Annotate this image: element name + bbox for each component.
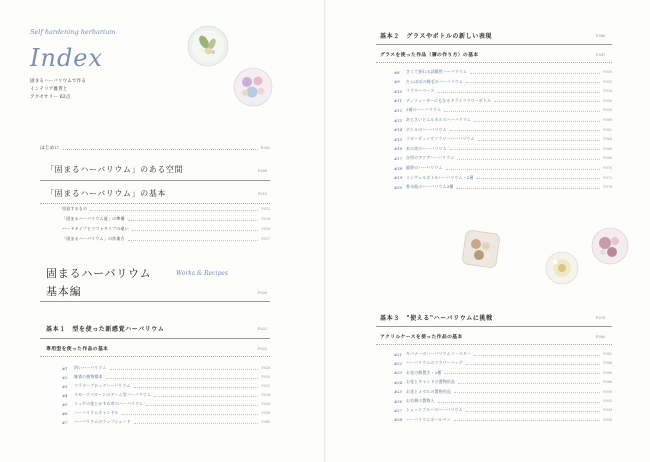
item-number: #22 [394, 360, 403, 366]
kihon2-item[interactable] [394, 154, 612, 162]
toc-basics-item[interactable] [62, 235, 270, 243]
toc-basics-item-label: ハードタイプとソフトタイプの違い [62, 226, 129, 231]
item-label: フラワーブロックハーバリウム [74, 383, 131, 388]
leader-dots [457, 157, 600, 160]
rule [40, 180, 270, 181]
item-page: P.092 [603, 399, 612, 403]
toc-basics-item-page: P.014 [261, 217, 270, 221]
kihon3-item[interactable] [394, 406, 612, 414]
kihon1-item[interactable] [62, 373, 270, 381]
item-number: #24 [394, 379, 403, 385]
item-page: P.028 [261, 366, 270, 370]
toc-basics-item[interactable] [62, 215, 270, 223]
item-label: ハーバリウムのランプシェード [74, 419, 131, 424]
item-number: #5 [62, 401, 68, 407]
leader-dots [458, 381, 600, 384]
leader-dots [146, 403, 258, 406]
item-page: P.060 [603, 118, 612, 122]
item-number: #20 [394, 184, 403, 190]
item-page: P.052 [603, 79, 612, 84]
item-number: #1 [62, 365, 68, 371]
leader-dots [63, 147, 258, 150]
leader-dots [128, 218, 259, 221]
herbarium-sphere-photo [544, 250, 580, 286]
item-label: 3層のハーバリウム [406, 107, 442, 113]
kihon2-item[interactable] [394, 126, 612, 134]
right-page [326, 0, 650, 462]
item-label: ボトルのハーバリウム [406, 126, 447, 132]
kihon1-sub-page: P.022 [258, 347, 268, 351]
item-label: フラワーベース [406, 88, 435, 94]
intro-line-3: アクセサリー 62点 [30, 95, 71, 100]
toc-space-label[interactable]: 「固まるハーバリウム」のある空間 [46, 165, 184, 174]
item-page: P.072 [603, 175, 612, 180]
item-number: #27 [394, 407, 403, 413]
toc-basics-label[interactable]: 「固まるハーバリウム」の基本 [46, 189, 166, 198]
item-number: #6 [62, 410, 68, 416]
item-page: P.070 [603, 166, 612, 170]
item-page: P.032 [261, 384, 270, 388]
item-number: #26 [394, 398, 403, 404]
kihon2-sub-heading[interactable]: グラスを使った作品（層の作り方）の基本 [380, 52, 479, 58]
leader-dots [90, 208, 258, 211]
left-page [0, 0, 324, 462]
herbarium-pink-photo [590, 226, 630, 266]
kihon1-item[interactable] [62, 418, 270, 426]
herbarium-flower-photo [232, 66, 274, 108]
item-page: P.040 [261, 420, 270, 424]
item-page: P.068 [603, 156, 612, 161]
item-page: P.062 [603, 127, 612, 132]
item-number: #4 [62, 392, 68, 398]
kihon2-item[interactable] [394, 164, 612, 172]
leader-dots [466, 80, 600, 83]
leader-dots [476, 176, 600, 179]
toc-basics-item-label: 用意するもの [62, 206, 88, 211]
leader-dots [106, 376, 259, 379]
kihon1-heading[interactable]: 基本１ 型を使った新感覚ハーバリウム [46, 326, 165, 333]
big-title-script: Works & Recipes [176, 270, 228, 277]
big-title-page: P.020 [258, 291, 268, 295]
leader-dots [466, 409, 601, 412]
item-label: フローティングフラワーハーバリウム [406, 136, 475, 142]
item-label: 木の実のハーバリウム [406, 145, 447, 151]
leader-dots [454, 418, 601, 421]
toc-basics-item-page: P.012 [261, 207, 270, 211]
item-number: #14 [394, 127, 403, 133]
kihon2-sub-page: P.047 [596, 53, 606, 57]
rule [40, 338, 270, 339]
leader-dots [478, 138, 601, 141]
item-number: #18 [394, 165, 403, 171]
kihon2-item[interactable] [394, 87, 612, 95]
kihon3-item[interactable] [394, 388, 612, 396]
item-page: P.034 [261, 393, 270, 397]
kihon3-item[interactable] [394, 378, 612, 386]
leader-dots [437, 90, 600, 93]
toc-space-page: P.008 [258, 169, 268, 173]
item-label: ショットブルーのハーバリウム [406, 407, 463, 413]
kihon2-item[interactable] [394, 68, 612, 76]
rule [376, 326, 612, 327]
item-page: P.094 [603, 408, 612, 413]
leader-dots [450, 147, 601, 150]
item-number: #17 [394, 155, 403, 161]
item-number: #12 [394, 107, 403, 113]
item-number: #8 [394, 69, 400, 75]
item-label: 香水瓶のハーバリウム3種 [406, 184, 454, 190]
toc-basics-item[interactable] [62, 205, 270, 213]
kihon2-item[interactable] [394, 183, 612, 191]
intro-line-1: 固まるハーバリウムで作る [30, 79, 87, 84]
kihon3-item[interactable] [394, 369, 612, 377]
rule [376, 44, 612, 45]
item-page: P.050 [603, 70, 612, 74]
rule [40, 356, 270, 357]
item-label: ミンヴェルボトルハーバリウム・2層 [406, 174, 474, 180]
leader-dots [450, 128, 601, 131]
kihon3-page: P.078 [596, 316, 606, 320]
herbarium-cube-photo [460, 228, 502, 270]
kihon2-item[interactable] [394, 78, 612, 86]
big-title-line-2: 基本編 [46, 285, 82, 298]
kihon1-page: P.022 [258, 327, 268, 331]
item-page: P.096 [603, 417, 612, 422]
kihon2-item[interactable] [394, 135, 612, 143]
toc-basics-page: P.012 [258, 192, 268, 196]
kihon2-heading[interactable]: 基本２ グラスやボトルの新しい表現 [380, 33, 493, 40]
kihon2-item[interactable] [394, 145, 612, 153]
rule [376, 62, 612, 63]
item-label: キバナーのハーバリウムコースター [406, 351, 472, 356]
leader-dots [474, 353, 600, 356]
leader-dots [470, 71, 600, 74]
toc-hajime-label: はじめに [40, 146, 60, 151]
rule [376, 344, 612, 345]
herbarium-dome-photo [186, 24, 230, 68]
item-label: さくて揺れる試験管ハーバリウム [406, 69, 468, 74]
item-number: #9 [394, 79, 400, 85]
kihon1-item[interactable] [62, 382, 270, 390]
kihon2-item[interactable] [394, 97, 612, 105]
kihon3-item[interactable] [394, 397, 612, 405]
kihon2-page: P.046 [596, 34, 606, 38]
item-label: ミュゲの花とかすみ草のハーバリウム [74, 401, 144, 406]
leader-dots [466, 362, 601, 365]
item-label: あじさいとエルカルのハーバリウム [406, 117, 472, 122]
big-title-line-1: 固まるハーバリウム [46, 267, 152, 280]
leader-dots [122, 412, 259, 415]
leader-dots [444, 371, 600, 374]
item-label: スモークパターンのドーム型ハーバリウム [74, 392, 152, 397]
kihon3-sub-heading[interactable]: アクリルケースを使った作品の基本 [380, 334, 463, 340]
kihon1-sub-heading[interactable]: 専用型を使った作品の基本 [46, 346, 109, 352]
item-page: P.084 [603, 361, 612, 366]
toc-basics-item-label: 「固まるハーバリウム」の作業方 [62, 236, 125, 241]
kihon3-heading[interactable]: 基本３ "使える"ハーバリウムに挑戦 [380, 315, 493, 322]
kihon3-item[interactable] [394, 416, 612, 424]
index-title: Index [30, 44, 104, 72]
item-number: #10 [394, 88, 403, 94]
toc-basics-item-page: P.017 [261, 237, 270, 241]
item-number: #11 [394, 98, 403, 104]
item-label: 四いハーバリウム [74, 365, 107, 370]
item-number: #16 [394, 146, 403, 152]
kihon3-item[interactable] [394, 359, 612, 367]
item-number: #2 [62, 374, 68, 380]
item-page: P.036 [261, 402, 270, 406]
item-page: P.074 [603, 185, 612, 190]
item-number: #13 [394, 117, 403, 123]
kihon1-item[interactable] [62, 409, 270, 417]
rule [40, 301, 270, 302]
leader-dots [444, 109, 600, 112]
item-label: 風鈴のハーバリウム [406, 165, 443, 170]
item-number: #21 [394, 351, 403, 357]
item-number: #25 [394, 389, 403, 395]
item-number: #3 [62, 383, 68, 389]
item-label: ハーバリウムキャンドル [74, 410, 119, 415]
leader-dots [474, 119, 600, 122]
item-page: P.086 [603, 370, 612, 375]
kihon2-item[interactable] [394, 174, 612, 182]
item-page: P.090 [603, 389, 612, 394]
item-page: P.088 [603, 380, 612, 385]
leader-dots [110, 367, 259, 370]
item-label: 雑貨の植物標本 [74, 374, 103, 379]
item-number: #15 [394, 136, 403, 142]
item-number: #23 [394, 370, 403, 376]
kihon1-item[interactable] [62, 364, 270, 372]
item-label: ディフューザーにもなるドライフラワーボトル [406, 97, 492, 103]
leader-dots [128, 238, 259, 241]
intro-line-2: インテリア雑貨と [30, 87, 68, 92]
item-page: P.054 [603, 89, 612, 94]
kihon3-sub-page: P.080 [596, 335, 606, 339]
leader-dots [494, 99, 600, 102]
item-number: #28 [394, 417, 403, 423]
toc-basics-item[interactable] [62, 225, 270, 233]
item-page: P.056 [603, 98, 612, 103]
item-number: #19 [394, 175, 403, 181]
item-label: ハーバリウムポールペン [406, 416, 451, 422]
kihon2-item[interactable] [394, 116, 612, 124]
item-label: 台所のアクアハーバリウム [406, 155, 455, 161]
item-page: P.038 [261, 411, 270, 415]
kihon3-item[interactable] [394, 350, 612, 358]
toc-hajime[interactable] [40, 145, 270, 151]
kihon2-item[interactable] [394, 106, 612, 114]
item-number: #7 [62, 419, 68, 425]
leader-dots [446, 167, 601, 170]
leader-dots [134, 385, 259, 388]
leader-dots [438, 400, 601, 403]
leader-dots [456, 186, 600, 189]
rule [40, 203, 270, 204]
item-page: P.058 [603, 108, 612, 113]
leader-dots [132, 228, 259, 231]
leader-dots [134, 421, 259, 424]
kihon1-item[interactable] [62, 391, 270, 399]
script-header: Self hardening herbarium [30, 28, 116, 36]
item-page: P.082 [603, 352, 612, 356]
toc-basics-item-label: 「固まるハーバリウム液」の準備 [62, 216, 125, 221]
item-page: P.030 [261, 375, 270, 379]
item-label: お花の飾置き・2種 [406, 369, 442, 375]
kihon1-item[interactable] [62, 400, 270, 408]
item-label: ハーバリウムのフラワーバッグ [406, 360, 463, 366]
item-label: お花とメダルの置物用品 [406, 388, 451, 394]
item-label: お花とキャンドの置物用品 [406, 379, 456, 385]
item-label: たんぽぽの綿毛のハーバリウム [406, 78, 464, 84]
item-page: P.064 [603, 137, 612, 142]
toc-hajime-page: P.002 [260, 146, 270, 150]
toc-basics-item-page: P.016 [261, 227, 270, 231]
item-label: お名刺の置物入 [406, 398, 435, 403]
leader-dots [454, 390, 600, 393]
leader-dots [154, 394, 258, 397]
item-page: P.066 [603, 146, 612, 151]
